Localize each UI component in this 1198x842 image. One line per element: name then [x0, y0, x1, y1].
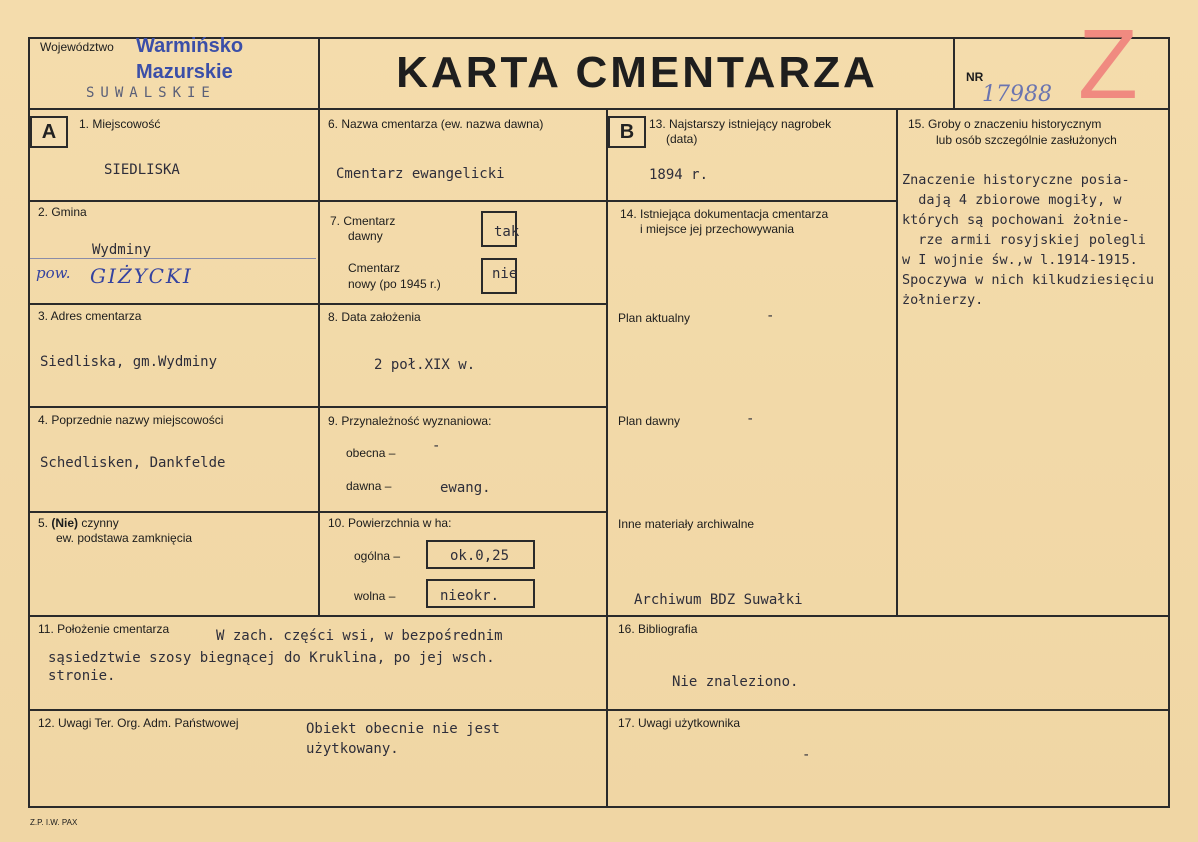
field-15-line: Spoczywa w nich kilkudziesięciu	[902, 272, 1154, 288]
field-5-nie: (Nie)	[51, 516, 79, 530]
field-2-underline	[30, 258, 316, 259]
row-line-m1	[318, 200, 608, 202]
field-7b-label2: nowy (po 1945 r.)	[348, 277, 441, 291]
row-line-lower1	[28, 615, 1170, 617]
col-sep-2	[606, 108, 608, 808]
row-line-b1	[606, 200, 898, 202]
row-line-lower2	[28, 709, 1170, 711]
field-10-ogolna-value: ok.0,25	[450, 548, 510, 564]
field-10-ogolna: ogólna –	[354, 549, 401, 563]
field-16-value: Nie znaleziono.	[672, 674, 799, 690]
plan-dawny-value: -	[746, 411, 755, 427]
section-b-marker: B	[608, 116, 646, 148]
col-sep-1	[318, 108, 320, 616]
header-sep-1	[318, 37, 320, 110]
field-10-wolna: wolna –	[354, 589, 396, 603]
row-line-a2	[28, 303, 318, 305]
row-line-a3	[28, 406, 318, 408]
field-15-text	[902, 170, 1166, 310]
field-15-line: dają 4 zbiorowe mogiły, w	[902, 192, 1122, 208]
header-divider	[28, 108, 1170, 110]
row-line-a1	[28, 200, 318, 202]
stamp-line2: Mazurskie	[136, 61, 233, 83]
field-2-pow-value: GIŻYCKI	[90, 264, 193, 288]
field-1-label: 1. Miejscowość	[79, 117, 161, 131]
field-10-label: 10. Powierzchnia w ha:	[328, 516, 452, 530]
field-1-value: SIEDLISKA	[104, 162, 180, 178]
field-7b-value: nie	[492, 266, 518, 282]
field-3-value: Siedliska, gm.Wydminy	[40, 354, 218, 370]
plan-aktualny-label: Plan aktualny	[618, 311, 691, 325]
field-17-value: -	[802, 747, 811, 763]
field-11-line3: stronie.	[48, 668, 116, 684]
field-11-line1: W zach. części wsi, w bezpośrednim	[216, 628, 503, 644]
field-15-line: Znaczenie historyczne posia-	[902, 172, 1130, 188]
nr-value: 17988	[982, 82, 1052, 107]
row-line-m3	[318, 406, 608, 408]
field-5-label	[38, 516, 119, 530]
field-5-rest: czynny	[81, 516, 119, 530]
field-7-label: 7. Cmentarz	[330, 214, 396, 228]
stamp-old: SUWALSKIE	[86, 85, 216, 101]
field-9-obecna-value: -	[432, 438, 441, 454]
field-9-label: 9. Przynależność wyznaniowa:	[328, 414, 492, 428]
field-7-label2: dawny	[348, 229, 383, 243]
field-8-value: 2 poł.XIX w.	[374, 357, 476, 373]
field-13-label2: (data)	[666, 132, 698, 146]
field-13-label: 13. Najstarszy istniejący nagrobek	[649, 117, 832, 131]
row-line-m2	[318, 303, 608, 305]
card-title: KARTA CMENTARZA	[396, 48, 878, 97]
printer-mark: Z.P. I.W. PAX	[30, 818, 78, 827]
frame-right	[1168, 37, 1170, 808]
field-7b-label: Cmentarz	[348, 261, 401, 275]
plan-aktualny-value: -	[766, 308, 775, 324]
section-a-marker: A	[30, 116, 68, 148]
field-14-label: 14. Istniejąca dokumentacja cmentarza	[620, 207, 829, 221]
wojewodztwo-label: Województwo	[40, 40, 114, 54]
field-11-line2: sąsiedztwie szosy biegnącej do Kruklina, po jej wsch.	[48, 650, 495, 666]
field-13-value: 1894 r.	[649, 167, 709, 183]
field-17-label: 17. Uwagi użytkownika	[618, 716, 741, 730]
plan-dawny-label: Plan dawny	[618, 414, 681, 428]
field-2-label: 2. Gmina	[38, 205, 87, 219]
field-3-label: 3. Adres cmentarza	[38, 309, 142, 323]
col-sep-3	[896, 108, 898, 616]
field-12-label: 12. Uwagi Ter. Org. Adm. Państwowej	[38, 716, 239, 730]
frame-left	[28, 37, 30, 808]
field-14-label2: i miejsce jej przechowywania	[640, 222, 795, 236]
field-16-label: 16. Bibliografia	[618, 622, 698, 636]
field-5-num: 5.	[38, 516, 49, 530]
field-4-label: 4. Poprzednie nazwy miejscowości	[38, 413, 224, 427]
row-line-m4	[318, 511, 608, 513]
field-9-dawna: dawna –	[346, 479, 392, 493]
field-11-label: 11. Położenie cmentarza	[38, 622, 170, 636]
red-mark: Z	[1078, 9, 1138, 119]
field-6-value: Cmentarz ewangelicki	[336, 166, 505, 182]
field-15-line: w I wojnie św.,w l.1914-1915.	[902, 252, 1138, 268]
field-15-line: których są pochowani żołnie-	[902, 212, 1130, 228]
frame-bottom	[28, 806, 1170, 808]
field-4-value: Schedlisken, Dankfelde	[40, 455, 226, 471]
header-sep-2	[953, 37, 955, 110]
field-2-value: Wydminy	[92, 242, 152, 258]
field-9-obecna: obecna –	[346, 446, 396, 460]
field-12-line2: użytkowany.	[306, 741, 399, 757]
field-15-line: żołnierzy.	[902, 292, 984, 308]
field-6-label: 6. Nazwa cmentarza (ew. nazwa dawna)	[328, 117, 544, 131]
field-7-value: tak	[494, 224, 520, 240]
field-9-dawna-value: ewang.	[440, 480, 491, 496]
field-15-label2: lub osób szczególnie zasłużonych	[936, 133, 1117, 147]
field-10-wolna-value: nieokr.	[440, 588, 500, 604]
field-8-label: 8. Data założenia	[328, 310, 421, 324]
inne-materialy-value: Archiwum BDZ Suwałki	[634, 592, 803, 608]
field-5-label2: ew. podstawa zamknięcia	[56, 531, 193, 545]
field-12-line1: Obiekt obecnie nie jest	[306, 721, 500, 737]
inne-materialy-label: Inne materiały archiwalne	[618, 517, 755, 531]
field-2-pow-label: pow.	[36, 264, 71, 282]
nr-label: NR	[966, 70, 984, 84]
stamp-line1: Warmińsko	[136, 35, 244, 57]
row-line-a4	[28, 511, 318, 513]
field-15-label: 15. Groby o znaczeniu historycznym	[908, 117, 1102, 131]
field-15-line: rze armii rosyjskiej polegli	[902, 232, 1146, 248]
